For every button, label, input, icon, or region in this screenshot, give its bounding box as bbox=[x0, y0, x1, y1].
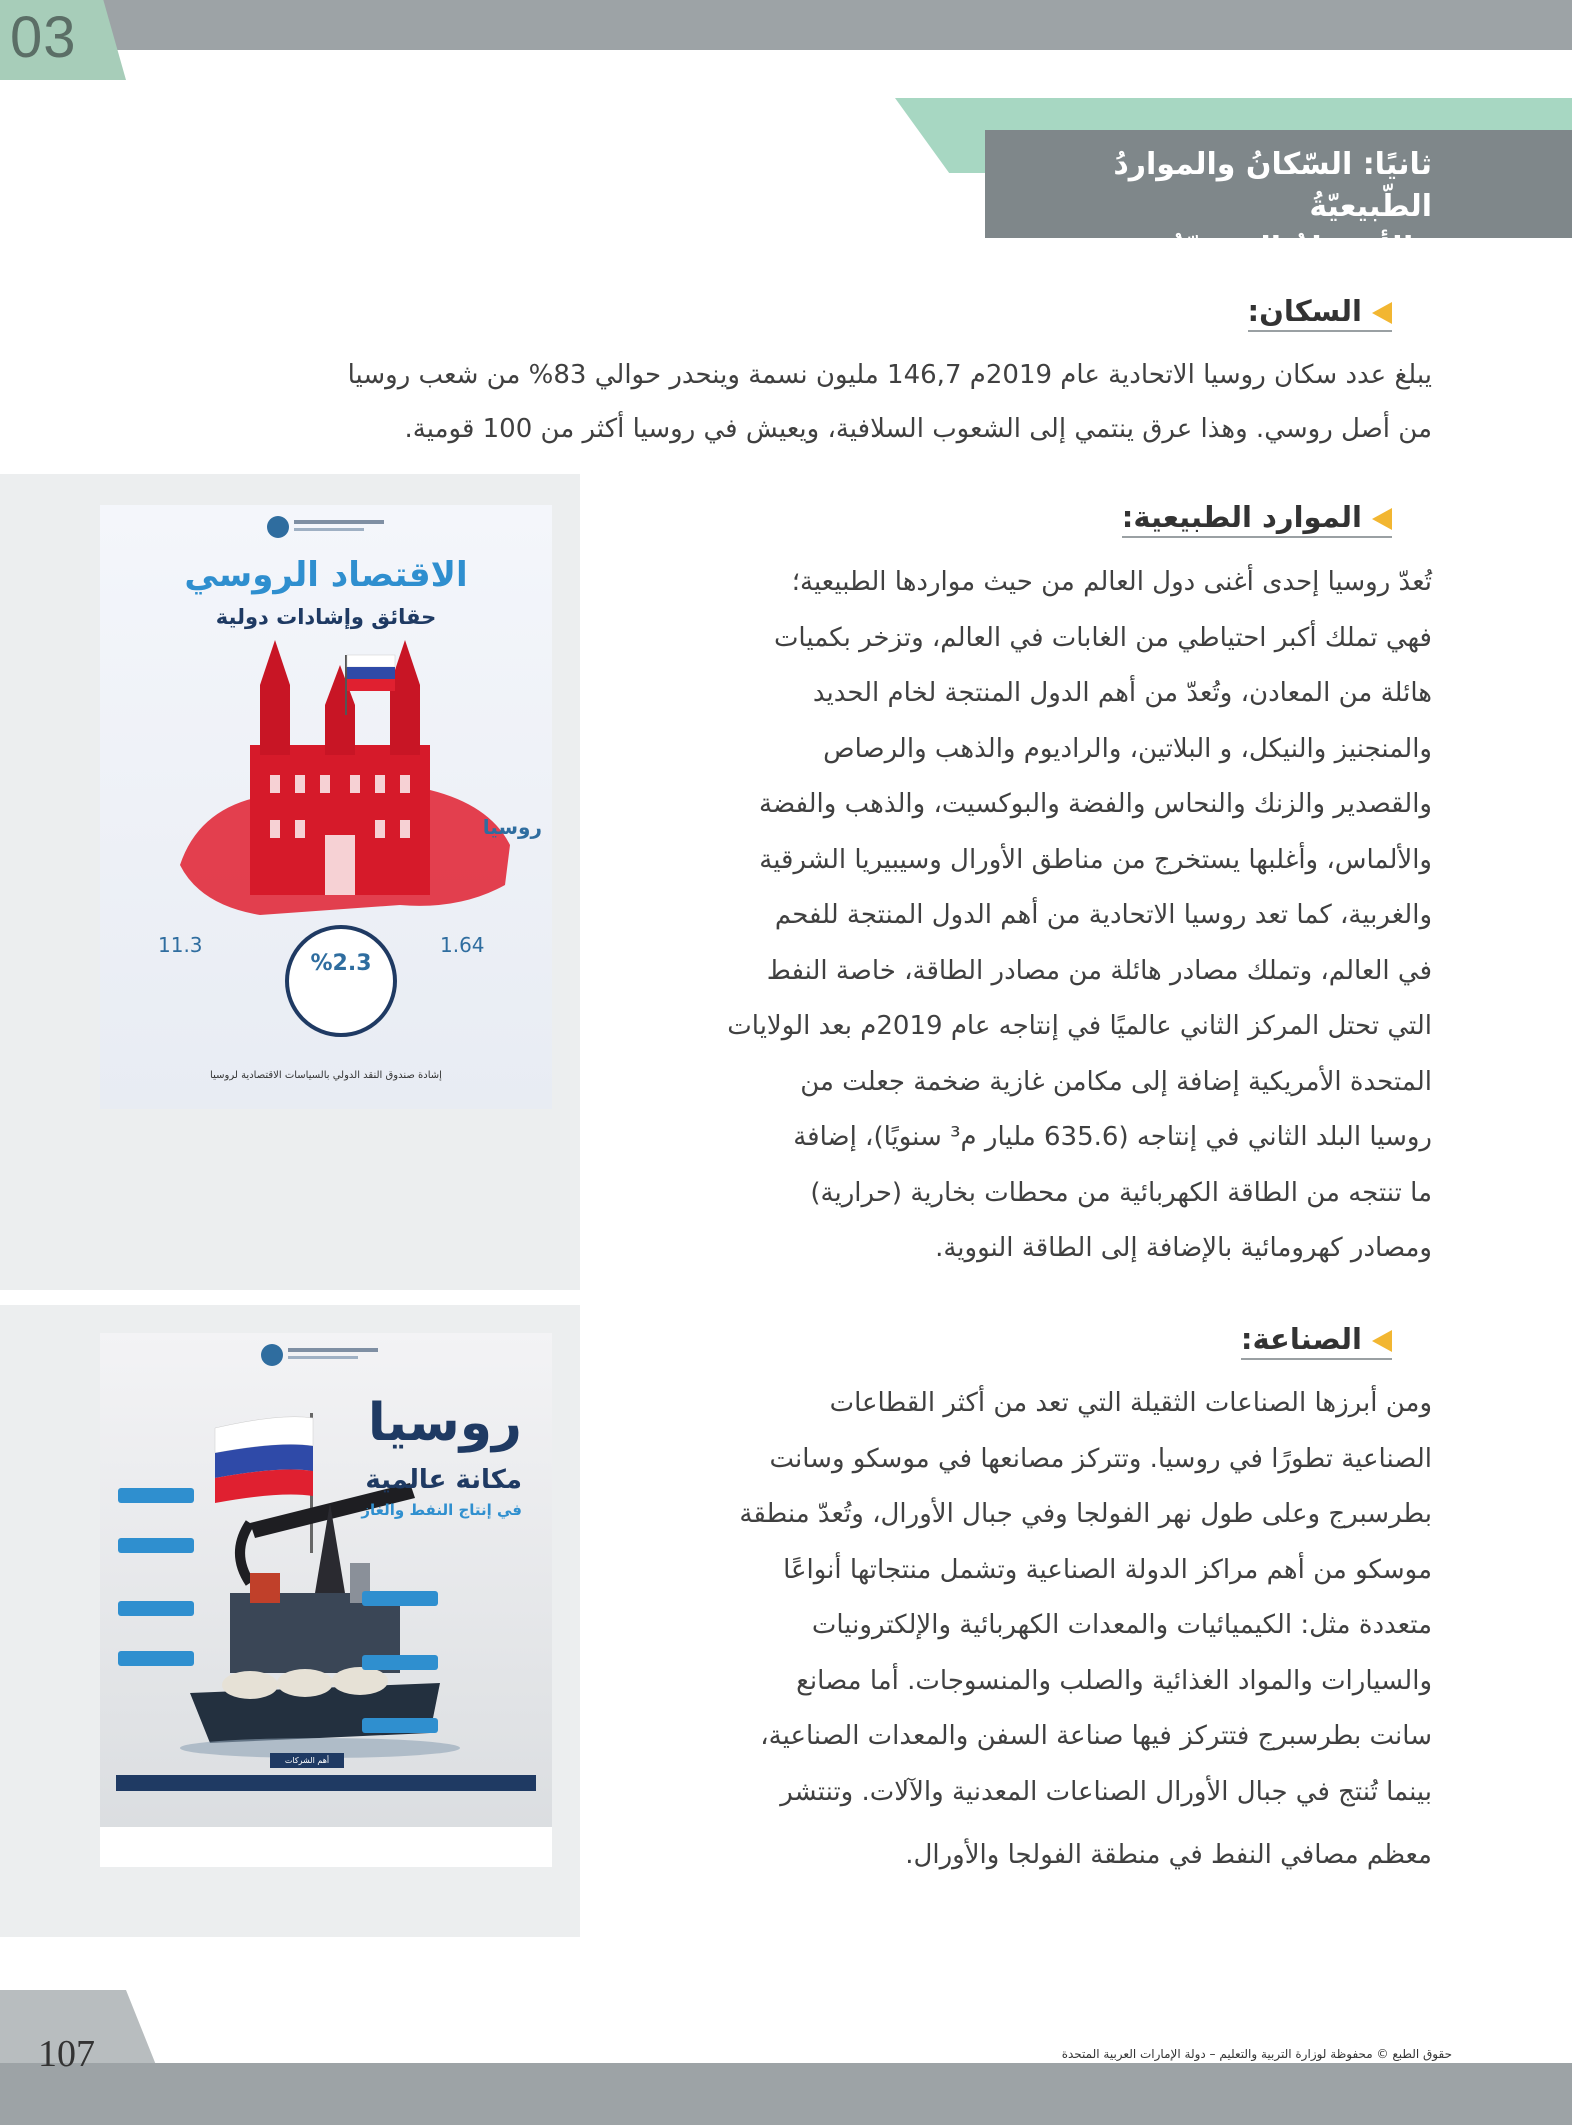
footer-bar bbox=[0, 2063, 1572, 2125]
poster1-growth-circle bbox=[285, 925, 397, 1037]
poster1-source: إشادة صندوق النقد الدولي بالسياسات الاقتصادية لروسيا bbox=[210, 1070, 442, 1081]
bullet-triangle-icon bbox=[1372, 1330, 1392, 1352]
russia-flag-icon bbox=[347, 655, 395, 667]
population-heading: السكان: bbox=[1248, 294, 1392, 332]
paragraph-line: والسيارات والمواد الغذائية والصلب والمنسوجات. أما مصانع bbox=[796, 1665, 1432, 1696]
poster2-companies-label: أهم الشركات bbox=[270, 1753, 344, 1768]
paragraph-line: والمنجنيز والنيكل، و البلاتين، والراديوم والذهب والرصاص bbox=[823, 733, 1432, 764]
natural-resources-heading: الموارد الطبيعية: bbox=[1122, 500, 1392, 538]
paragraph-line: والألماس، وأغلبها يستخرج من مناطق الأورال وسيبيريا الشرقية bbox=[759, 844, 1432, 875]
paragraph-line: بينما تُنتج في جبال الأورال الصناعات المعدنية والآلات. وتنتشر bbox=[780, 1776, 1432, 1807]
poster1-stat-left: 11.3 bbox=[158, 933, 203, 957]
poster2-companies-strip bbox=[116, 1775, 536, 1791]
poster2-stat-badge bbox=[362, 1655, 438, 1670]
poster2-stat-badge bbox=[118, 1601, 194, 1616]
paragraph-line: متعددة مثل: الكيميائيات والمعدات الكهربائية والإلكترونيات bbox=[811, 1610, 1432, 1640]
paragraph-line: تُعدّ روسيا إحدى أغنى دول العالم من حيث مواردها الطبيعية؛ bbox=[791, 567, 1432, 597]
paragraph-line: المتحدة الأمريكية إضافة إلى مكامن غازية ضخمة جعلت من bbox=[800, 1066, 1432, 1097]
russian-economy-infographic bbox=[100, 505, 552, 1109]
paragraph-line: فهي تملك أكبر احتياطي من الغابات في العالم، وتزخر بكميات bbox=[773, 622, 1432, 653]
population-paragraph bbox=[132, 348, 1432, 456]
paragraph-line: سانت بطرسبرج فتتركز فيها صناعة السفن والمعدات الصناعية، bbox=[760, 1721, 1432, 1751]
poster1-circle-value: %2.3 bbox=[310, 951, 372, 976]
poster2-stat-badge bbox=[118, 1651, 194, 1666]
logo-icon bbox=[261, 1344, 283, 1366]
page-number: 107 bbox=[38, 2033, 95, 2075]
poster1-stat-right: 1.64 bbox=[440, 933, 485, 957]
paragraph-line: ما تنتجه من الطاقة الكهربائية من محطات بخارية (حرارية) bbox=[810, 1177, 1432, 1208]
top-header-bar bbox=[0, 0, 1572, 50]
poster2-subtitle-oil-gas: في إنتاج النفط والغاز bbox=[361, 1501, 522, 1519]
section-title-line1: ثانيًا: السّكانُ والمواردُ الطّبيعيّةُ bbox=[1113, 147, 1432, 224]
poster1-title: الاقتصاد الروسي bbox=[184, 555, 468, 595]
paragraph-line: معظم مصافي النفط في منطقة الفولجا والأورال. bbox=[905, 1840, 1432, 1870]
natural-resources-paragraph bbox=[602, 555, 1432, 1277]
paragraph-line: هائلة من المعادن، وتُعدّ من أهم الدول المنتجة لخام الحديد bbox=[812, 678, 1432, 708]
paragraph-line: والغربية، كما تعد روسيا الاتحادية من أهم الدول المنتجة للفحم bbox=[774, 900, 1432, 930]
paragraph-line: روسيا البلد الثاني في إنتاجه (635.6 مليار م³ سنويًا)، إضافة bbox=[793, 1122, 1432, 1152]
paragraph-line: في العالم، وتملك مصادر هائلة من مصادر الطاقة، خاصة النفط bbox=[766, 955, 1432, 986]
chapter-number: 03 bbox=[10, 5, 77, 70]
poster1-russia-label: روسيا bbox=[482, 815, 542, 839]
industry-paragraph bbox=[602, 1376, 1432, 1884]
section-title bbox=[1012, 144, 1432, 270]
population-line: يبلغ عدد سكان روسيا الاتحادية عام 2019م 146,7 مليون نسمة وينحدر حوالي 83% من شعب روسيا bbox=[347, 360, 1432, 390]
paragraph-line: التي تحتل المركز الثاني عالميًا في إنتاجه عام 2019م بعد الولايات bbox=[727, 1011, 1432, 1041]
paragraph-line: ومصادر كهرومائية بالإضافة إلى الطاقة النووية. bbox=[935, 1233, 1432, 1263]
poster2-stat-badge bbox=[118, 1488, 194, 1503]
paragraph-line: الصناعية تطورًا في روسيا. وتتركز مصانعها في موسكو وسانت bbox=[769, 1443, 1432, 1474]
poster2-stat-badge bbox=[118, 1538, 194, 1553]
poster2-subtitle: مكانة عالمية bbox=[365, 1465, 522, 1495]
population-line: من أصل روسي. وهذا عرق ينتمي إلى الشعوب السلافية، ويعيش في روسيا أكثر من 100 قومية. bbox=[404, 414, 1432, 444]
paragraph-line: ومن أبرزها الصناعات الثقيلة التي تعد من أكثر القطاعات bbox=[829, 1388, 1432, 1418]
paragraph-line: موسكو من أهم مراكز الدولة الصناعية وتشمل منتجاتها أنواعًا bbox=[783, 1554, 1432, 1585]
russia-oil-gas-infographic bbox=[100, 1333, 552, 1867]
poster2-stat-badge bbox=[362, 1591, 438, 1606]
bullet-triangle-icon bbox=[1372, 302, 1392, 324]
industry-heading: الصناعة: bbox=[1241, 1322, 1392, 1360]
poster2-footer bbox=[100, 1827, 552, 1867]
paragraph-line: بطرسبرج وعلى طول نهر الفولجا وفي جبال الأورال، وتُعدّ منطقة bbox=[739, 1499, 1432, 1529]
copyright-notice: حقوق الطبع © محفوظة لوزارة التربية والتعليم – دولة الإمارات العربية المتحدة bbox=[1061, 2047, 1452, 2061]
section-title-line2: والأنشطةُ البشريّةُ bbox=[1168, 231, 1432, 266]
paragraph-line: والقصدير والزنك والنحاس والفضة والبوكسيت، والذهب والفضة bbox=[759, 789, 1432, 819]
poster1-subtitle: حقائق وإشادات دولية bbox=[215, 605, 437, 629]
poster2-title: روسيا bbox=[367, 1393, 522, 1453]
bullet-triangle-icon bbox=[1372, 508, 1392, 530]
poster2-stat-badge bbox=[362, 1718, 438, 1733]
logo-icon bbox=[267, 516, 289, 538]
